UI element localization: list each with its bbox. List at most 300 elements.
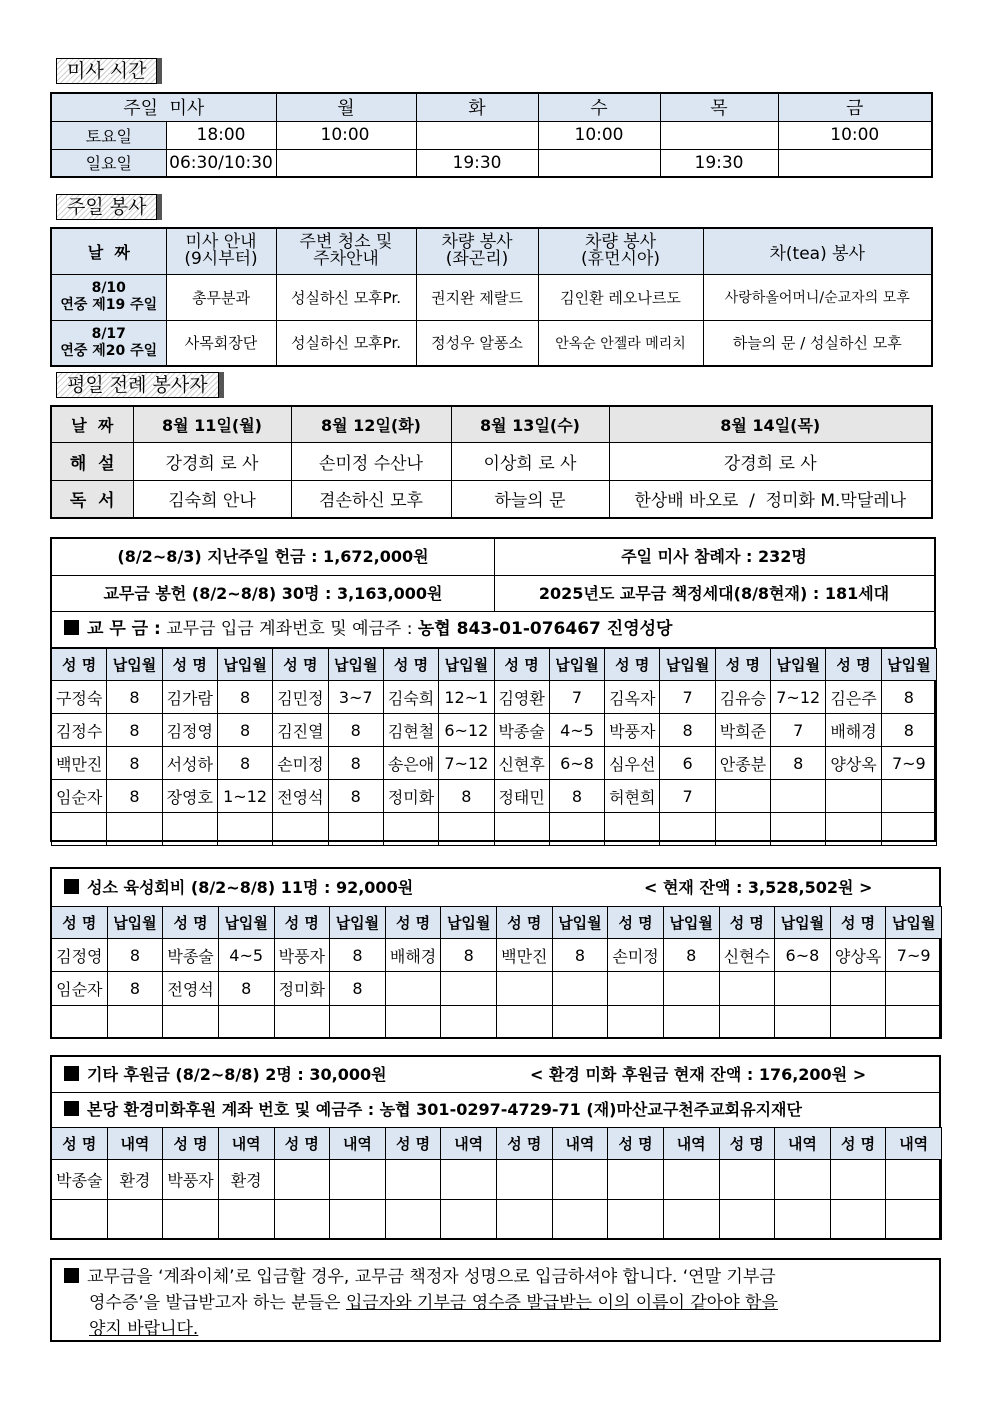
member-value: 8 [330,972,386,1005]
member-value [330,1200,386,1240]
member-value [881,780,936,813]
member-value [886,1005,942,1038]
weekday-cell: 하늘의 문 [451,480,609,518]
member-name [273,813,328,846]
col-header-name: 성 명 [385,907,441,939]
member-value [775,1160,831,1200]
member-name: 김숙희 [383,681,438,714]
mass-header-tue: 화 [416,93,538,121]
sunday-week: 연중 제19 주일 [60,297,158,313]
member-name: 김유승 [715,681,770,714]
mass-cell: 10:00 [276,121,416,149]
member-value [218,1200,274,1240]
sunday-cell: 안옥순 안젤라 메리치 [538,320,703,366]
dues-account: 농협 843-01-076467 진영성당 [417,619,673,639]
member-name [497,1005,553,1038]
col-header-name: 성 명 [605,649,660,681]
mass-cell [416,121,538,149]
member-name: 손미정 [273,747,328,780]
col-header-value: 납입월 [886,907,942,939]
member-name: 정태민 [494,780,549,813]
member-name [830,1005,886,1038]
member-value: 8 [663,939,719,972]
col-header-value: 납입월 [107,907,163,939]
mass-cell [538,149,660,177]
col-header-value: 내역 [441,1128,497,1160]
member-name [385,1005,441,1038]
sunday-header-l2: (9시부터) [184,249,258,270]
member-name: 손미정 [608,939,664,972]
member-name: 허현희 [605,780,660,813]
member-name [385,1160,441,1200]
member-value [107,1005,163,1038]
member-value: 8 [107,972,163,1005]
member-name: 김영환 [494,681,549,714]
member-name: 신현수 [719,939,775,972]
member-value [218,1005,274,1038]
member-value [660,813,715,846]
col-header-value: 납입월 [439,649,494,681]
member-value [552,1005,608,1038]
col-header-value: 납입월 [549,649,604,681]
member-name [497,1200,553,1240]
square-bullet-icon [64,1066,79,1081]
col-header-name: 성 명 [163,1128,219,1160]
mass-cell: 06:30/10:30 [166,149,276,177]
sunday-cell: 하늘의 문 / 성실하신 모후 [703,320,932,366]
member-value [775,972,831,1005]
member-value: 8 [439,780,494,813]
mass-times-title: 미사 시간 [56,58,157,84]
member-name: 김정수 [52,714,107,747]
member-value: 8 [660,714,715,747]
sunday-service-table [50,227,933,367]
mass-header-wed: 수 [538,93,660,121]
weekday-row-label: 독 서 [51,480,133,518]
sunday-header-l1: 주변 청소 및 [299,232,393,253]
notice-line-3: 양지 바랍니다. [89,1319,199,1339]
col-header-name: 성 명 [826,649,881,681]
member-name [719,1005,775,1038]
sunday-week: 연중 제20 주일 [60,342,158,359]
col-header-name: 성 명 [273,649,328,681]
sunday-header-l1: 차(tea) 봉사 [769,243,865,264]
member-value: 8 [217,681,272,714]
member-name: 송은애 [383,747,438,780]
col-header-value: 납입월 [218,907,274,939]
member-value: 7 [660,780,715,813]
member-name [719,1160,775,1200]
member-value: 8 [328,714,383,747]
col-header-name: 성 명 [52,1128,108,1160]
col-header-name: 성 명 [52,907,108,939]
member-value: 8 [328,780,383,813]
mass-row-label: 토요일 [51,121,166,149]
member-value [441,1005,497,1038]
member-name [497,1160,553,1200]
mass-cell [778,149,932,177]
member-value: 4~5 [218,939,274,972]
dues-box [50,537,936,842]
member-value: 7~12 [439,747,494,780]
col-header-value: 내역 [552,1128,608,1160]
member-value: 8 [328,747,383,780]
sanctuary-table [51,906,942,1039]
notice-line-2b: 입금자와 기부금 영수증 발급받는 이의 이름이 같아야 함을 [345,1293,778,1313]
dues-label: 교 무 금 : [87,619,161,639]
member-value: 8 [107,681,162,714]
col-header-name: 성 명 [830,907,886,939]
member-value: 12~1 [439,681,494,714]
sunday-cell: 성실하신 모후Pr. [276,274,416,320]
member-value [771,813,826,846]
member-value [881,813,936,846]
member-name [826,780,881,813]
col-header-name: 성 명 [163,907,219,939]
member-value [328,813,383,846]
weekday-cell: 손미정 수산나 [291,442,451,480]
attendance-stat: 주일 미사 참례자 : 232명 [621,547,807,566]
member-name [52,813,107,846]
weekday-cell: 강경희 로 사 [133,442,291,480]
weekday-cell: 강경희 로 사 [609,442,932,480]
col-header-value: 납입월 [328,649,383,681]
member-name: 서성하 [162,747,217,780]
member-name [274,1200,330,1240]
member-name: 임순자 [52,780,107,813]
member-value [775,1200,831,1240]
member-value [663,1005,719,1038]
member-name [715,780,770,813]
col-header-value: 내역 [663,1128,719,1160]
col-header-value: 납입월 [775,907,831,939]
member-name [608,1160,664,1200]
sunday-cell: 총무분과 [166,274,276,320]
col-header-name: 성 명 [274,1128,330,1160]
sunday-cell: 권지완 제랄드 [416,274,538,320]
member-value: 8 [549,780,604,813]
member-value [663,972,719,1005]
sunday-header-l2: 주차안내 [313,249,379,270]
col-header-value: 납입월 [771,649,826,681]
member-value [552,1160,608,1200]
member-value [552,972,608,1005]
member-name: 김진열 [273,714,328,747]
weekday-service-title: 평일 전례 봉사자 [56,372,219,398]
sunday-header-l1: 차량 봉사 [584,232,657,253]
member-name: 전영석 [163,972,219,1005]
member-value [217,813,272,846]
col-header-name: 성 명 [385,1128,441,1160]
member-value: 8 [107,780,162,813]
member-name: 박풍자 [163,1160,219,1200]
square-bullet-icon [64,1101,79,1116]
member-name: 김옥자 [605,681,660,714]
member-name: 백만진 [52,747,107,780]
member-value: 6 [660,747,715,780]
member-name: 양상옥 [826,747,881,780]
mass-header-thu: 목 [660,93,778,121]
member-value [775,1005,831,1038]
sunday-header-l1: 미사 안내 [185,232,257,253]
square-bullet-icon [64,620,79,635]
other-box [50,1055,941,1240]
member-value [771,780,826,813]
member-value [441,1200,497,1240]
member-value [107,1200,163,1240]
col-header-value: 납입월 [441,907,497,939]
mass-header-mon: 월 [276,93,416,121]
weekday-date: 8월 12일(화) [291,406,451,442]
col-header-value: 납입월 [663,907,719,939]
member-value: 7~9 [886,939,942,972]
member-name [719,1200,775,1240]
member-name: 박희준 [715,714,770,747]
col-header-name: 성 명 [497,1128,553,1160]
col-header-name: 성 명 [383,649,438,681]
member-name [274,1160,330,1200]
member-name: 박종술 [52,1160,108,1200]
member-value: 7 [771,714,826,747]
col-header-value: 내역 [775,1128,831,1160]
member-value [549,813,604,846]
member-name [162,813,217,846]
member-value [441,1160,497,1200]
member-name: 박풍자 [274,939,330,972]
member-name: 배해경 [826,714,881,747]
col-header-value: 납입월 [552,907,608,939]
col-header-value: 납입월 [881,649,936,681]
dues-table [51,648,937,846]
member-name: 백만진 [497,939,553,972]
col-header-value: 납입월 [217,649,272,681]
weekday-date: 8월 11일(월) [133,406,291,442]
member-value: 8 [107,714,162,747]
mass-row-label: 일요일 [51,149,166,177]
sunday-header-l2: (휴먼시아) [581,249,660,270]
member-name [826,813,881,846]
member-value: 6~12 [439,714,494,747]
weekday-cell: 한상배 바오로 / 정미화 M.막달레나 [609,480,932,518]
member-name [830,972,886,1005]
member-value [886,1200,942,1240]
member-name [274,1005,330,1038]
member-name [494,813,549,846]
mass-times-table [50,92,933,178]
member-value [107,813,162,846]
mass-cell: 19:30 [416,149,538,177]
member-value: 8 [218,972,274,1005]
weekday-date: 8월 14일(목) [609,406,932,442]
member-name: 임순자 [52,972,108,1005]
member-value: 8 [107,939,163,972]
member-value [886,972,942,1005]
member-name: 정미화 [383,780,438,813]
member-name [163,1200,219,1240]
sanctuary-balance: < 현재 잔액 : 3,528,502원 > [644,878,873,897]
notice-line-1: 교무금을 ‘계좌이체’로 입금할 경우, 교무금 책정자 성명으로 입금하셔야 합니다. ‘연말 기부금 [87,1267,776,1287]
member-value: 8 [217,714,272,747]
col-header-name: 성 명 [494,649,549,681]
weekday-cell: 겸손하신 모후 [291,480,451,518]
member-name: 김현철 [383,714,438,747]
member-name [608,972,664,1005]
weekday-date: 8월 13일(수) [451,406,609,442]
member-name [608,1200,664,1240]
dues-paid-stat: 교무금 봉헌 (8/2~8/8) 30명 : 3,163,000원 [52,576,495,611]
member-value: 8 [330,939,386,972]
member-name: 구정숙 [52,681,107,714]
member-name: 장영호 [162,780,217,813]
member-value [439,813,494,846]
col-header-value: 납입월 [660,649,715,681]
member-value: 8 [107,747,162,780]
member-name: 전영석 [273,780,328,813]
other-table [51,1127,942,1240]
member-name [383,813,438,846]
member-name [52,1200,108,1240]
notice-box [50,1258,941,1342]
col-header-name: 성 명 [719,1128,775,1160]
col-header-value: 내역 [886,1128,942,1160]
member-name: 박종술 [494,714,549,747]
sunday-date: 8/10 [91,280,126,296]
member-value [330,1160,386,1200]
col-header-value: 납입월 [107,649,162,681]
weekday-cell: 김숙희 안나 [133,480,291,518]
weekday-service-table [50,405,933,519]
member-value: 6~8 [549,747,604,780]
member-value [552,1200,608,1240]
weekday-cell: 이상희 로 사 [451,442,609,480]
member-value: 7 [549,681,604,714]
sunday-header-l2: (좌곤리) [445,249,509,270]
member-name [497,972,553,1005]
offering-stat: (8/2~8/3) 지난주일 헌금 : 1,672,000원 [52,539,495,575]
col-header-name: 성 명 [52,649,107,681]
mass-cell: 10:00 [778,121,932,149]
mass-cell: 18:00 [166,121,276,149]
col-header-value: 내역 [107,1128,163,1160]
mass-cell [276,149,416,177]
member-name [719,972,775,1005]
member-value: 8 [552,939,608,972]
member-name [385,972,441,1005]
member-value: 7~9 [881,747,936,780]
sunday-cell: 사목회장단 [166,320,276,366]
member-name: 안종분 [715,747,770,780]
mass-header-fri: 금 [778,93,932,121]
member-value: 8 [881,714,936,747]
notice-line-2a: 영수증’을 발급받고자 하는 분들은 [89,1293,346,1313]
square-bullet-icon [64,879,79,894]
sunday-cell: 김인환 레오나르도 [538,274,703,320]
member-name: 박풍자 [605,714,660,747]
member-name: 김민정 [273,681,328,714]
col-header-name: 성 명 [715,649,770,681]
sanctuary-title: 성소 육성회비 (8/2~8/8) 11명 : 92,000원 [87,878,414,897]
member-name: 심우선 [605,747,660,780]
sunday-header-date: 날 짜 [51,228,166,274]
member-name: 김가람 [162,681,217,714]
other-title: 기타 후원금 (8/2~8/8) 2명 : 30,000원 [87,1065,387,1084]
member-name: 양상옥 [830,939,886,972]
sanctuary-box [50,867,941,1039]
sunday-date: 8/17 [91,325,126,342]
col-header-name: 성 명 [830,1128,886,1160]
member-value [330,1005,386,1038]
member-name [605,813,660,846]
col-header-name: 성 명 [608,1128,664,1160]
member-value: 환경 [218,1160,274,1200]
member-value [441,972,497,1005]
other-balance: < 환경 미화 후원금 현재 잔액 : 176,200원 > [530,1065,867,1084]
sunday-header-l1: 차량 봉사 [441,232,513,253]
weekday-row-label: 해 설 [51,442,133,480]
member-value [663,1200,719,1240]
member-value: 4~5 [549,714,604,747]
member-value: 8 [771,747,826,780]
square-bullet-icon [64,1268,79,1283]
sunday-cell: 정성우 알퐁소 [416,320,538,366]
member-name [163,1005,219,1038]
member-name [830,1160,886,1200]
sunday-cell: 사랑하올어머니/순교자의 모후 [703,274,932,320]
member-value: 8 [217,747,272,780]
member-value: 7 [660,681,715,714]
col-header-value: 내역 [330,1128,386,1160]
col-header-name: 성 명 [608,907,664,939]
member-name [830,1200,886,1240]
member-value: 환경 [107,1160,163,1200]
member-value: 1~12 [217,780,272,813]
member-value [663,1160,719,1200]
member-value: 3~7 [328,681,383,714]
member-name: 김정영 [52,939,108,972]
member-name: 신현후 [494,747,549,780]
weekday-header-date: 날 짜 [51,406,133,442]
member-name: 배해경 [385,939,441,972]
member-name [52,1005,108,1038]
member-name [715,813,770,846]
dues-account-prefix: 교무금 입금 계좌번호 및 예금주 : [166,619,413,639]
col-header-value: 납입월 [330,907,386,939]
member-name [608,1005,664,1038]
households-stat: 2025년도 교무금 책정세대(8/8현재) : 181세대 [538,584,890,603]
sunday-cell: 성실하신 모후Pr. [276,320,416,366]
col-header-value: 내역 [218,1128,274,1160]
sunday-service-title: 주일 봉사 [56,194,157,220]
member-name: 김은주 [826,681,881,714]
col-header-name: 성 명 [497,907,553,939]
other-account-line: 본당 환경미화후원 계좌 번호 및 예금주 : 농협 301-0297-4729-71 (재)마산교구천주교회유지재단 [87,1100,802,1119]
col-header-name: 성 명 [274,907,330,939]
member-value: 8 [441,939,497,972]
member-name [385,1200,441,1240]
mass-header-sunday: 주일 미사 [51,93,276,121]
member-name: 박종술 [163,939,219,972]
member-value: 7~12 [771,681,826,714]
col-header-name: 성 명 [719,907,775,939]
mass-cell [660,121,778,149]
member-value [886,1160,942,1200]
member-name: 정미화 [274,972,330,1005]
member-name: 김정영 [162,714,217,747]
mass-cell: 10:00 [538,121,660,149]
member-value: 6~8 [775,939,831,972]
member-value: 8 [881,681,936,714]
col-header-name: 성 명 [162,649,217,681]
